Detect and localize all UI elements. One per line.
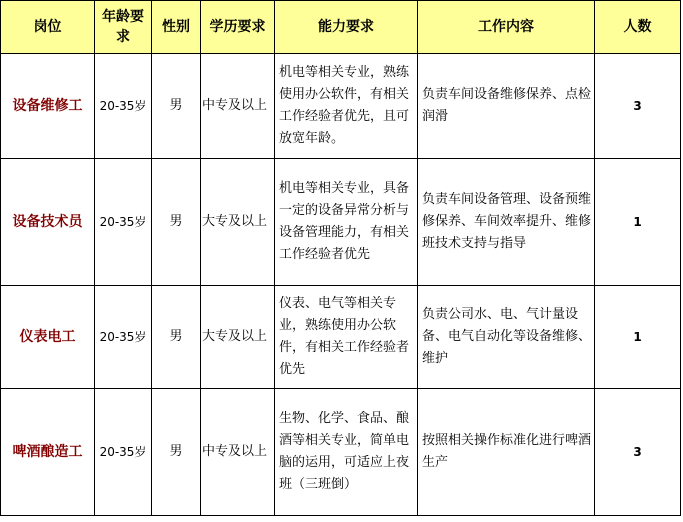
cell-content: 负责车间设备管理、设备预维修保养、车间效率提升、维修班技术支持与指导 [418,159,595,286]
cell-education: 中专及以上 [201,389,275,516]
cell-post: 仪表电工 [1,286,95,389]
cell-gender: 男 [152,389,201,516]
table-row [1,286,681,389]
cell-post: 啤酒酿造工 [1,389,95,516]
cell-education: 大专及以上 [201,159,275,286]
cell-education: 大专及以上 [201,286,275,389]
cell-count: 3 [595,389,681,516]
cell-education: 中专及以上 [201,54,275,159]
header-content: 工作内容 [418,1,595,54]
cell-count: 1 [595,159,681,286]
header-count: 人数 [595,1,681,54]
cell-age: 20-35岁 [95,286,152,389]
cell-age: 20-35岁 [95,159,152,286]
header-row [1,1,681,54]
cell-content: 按照相关操作标准化进行啤酒生产 [418,389,595,516]
header-gender: 性别 [152,1,201,54]
table-row [1,389,681,516]
cell-age: 20-35岁 [95,54,152,159]
header-post: 岗位 [1,1,95,54]
cell-count: 3 [595,54,681,159]
table-row [1,54,681,159]
cell-ability: 仪表、电气等相关专业，熟练使用办公软件，有相关工作经验者优先 [275,286,418,389]
header-education: 学历要求 [201,1,275,54]
cell-post: 设备技术员 [1,159,95,286]
cell-ability: 生物、化学、食品、酿酒等相关专业，简单电脑的运用，可适应上夜班（三班倒） [275,389,418,516]
table-row [1,159,681,286]
cell-gender: 男 [152,286,201,389]
cell-post: 设备维修工 [1,54,95,159]
cell-gender: 男 [152,54,201,159]
cell-ability: 机电等相关专业，具备一定的设备异常分析与设备管理能力，有相关工作经验者优先 [275,159,418,286]
cell-gender: 男 [152,159,201,286]
cell-content: 负责公司水、电、气计量设备、电气自动化等设备维修、维护 [418,286,595,389]
header-ability: 能力要求 [275,1,418,54]
cell-ability: 机电等相关专业，熟练使用办公软件，有相关工作经验者优先，且可放宽年龄。 [275,54,418,159]
header-age: 年龄要求 [95,1,152,54]
cell-content: 负责车间设备维修保养、点检润滑 [418,54,595,159]
cell-count: 1 [595,286,681,389]
cell-age: 20-35岁 [95,389,152,516]
